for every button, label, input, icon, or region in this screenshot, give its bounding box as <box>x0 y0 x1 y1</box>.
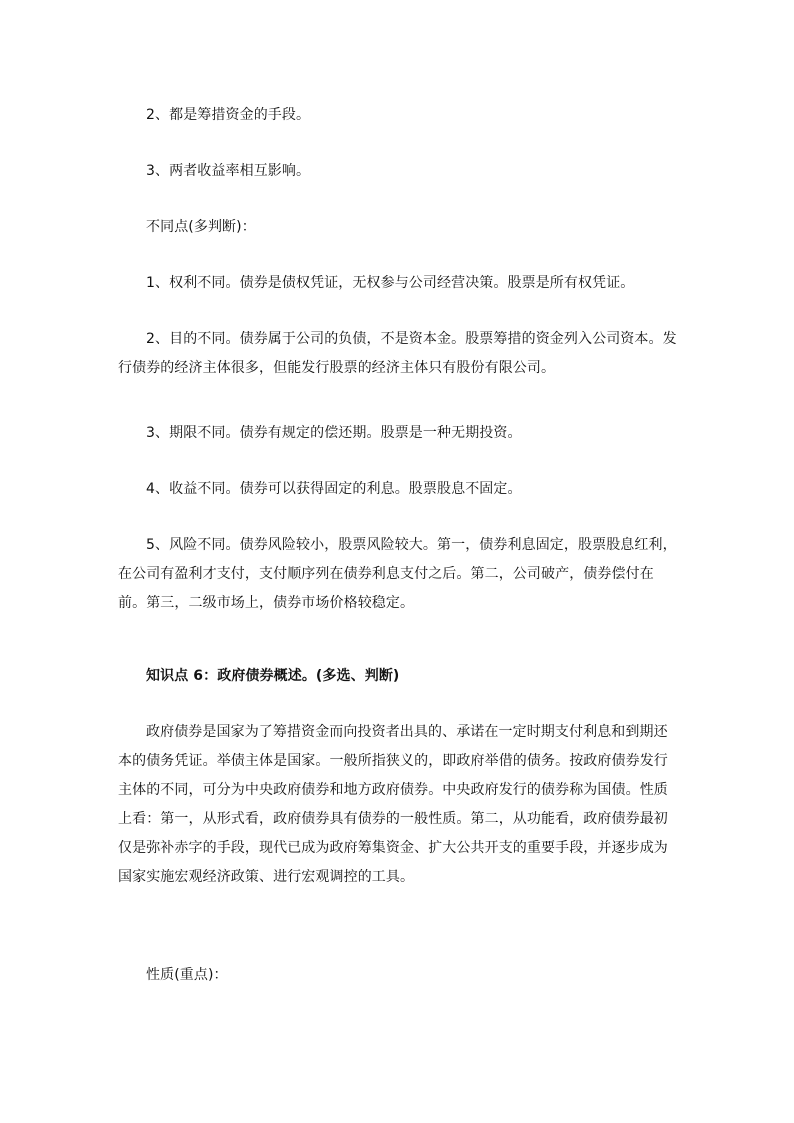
paragraph-difference-1: 1、权利不同。债券是债权凭证，无权参与公司经营决策。股票是所有权凭证。 <box>146 275 635 291</box>
government-bond-overview-paragraph: 政府债券是国家为了筹措资金而向投资者出具的、承诺在一定时期支付利息和到期还本的债务凭证。举债主体是国家。一般所指狭义的，即政府举借的债务。按政府债券发行主体的不同，可分为中央政府债券和地方政府债券。中央政府发行的债券称为国债。性质上看：第一，从形式看，政府债券具有债券的一般性质。第二，从功能看，政府债券最初仅是弥补赤字的手段，现代已成为政府筹集资金、扩大公共开支的重要手段，并逐步成为国家实施宏观经济政策、进行宏观调控的工具。 <box>118 724 668 885</box>
paragraph-difference-5: 5、风险不同。债券风险较小，股票风险较大。第一，债券利息固定，股票股息红利，在公司有盈利才支付，支付顺序列在债券利息支付之后。第二，公司破产，债券偿付在前。第三，二级市场上，债券市场价格较稳定。 <box>118 537 677 611</box>
paragraph-difference-3: 3、期限不同。债券有规定的偿还期。股票是一种无期投资。 <box>146 425 522 441</box>
paragraph-similarity-3: 3、两者收益率相互影响。 <box>146 163 311 179</box>
knowledge-point-6-heading: 知识点 6：政府债券概述。(多选、判断) <box>146 668 400 684</box>
differences-heading: 不同点(多判断)： <box>146 219 256 235</box>
paragraph-difference-4: 4、收益不同。债券可以获得固定的利息。股票股息不固定。 <box>146 481 522 497</box>
nature-heading: 性质(重点)： <box>146 967 228 983</box>
paragraph-similarity-2: 2、都是筹措资金的手段。 <box>146 107 311 123</box>
paragraph-difference-2: 2、目的不同。债券属于公司的负债，不是资本金。股票筹措的资金列入公司资本。发行债券的经济主体很多，但能发行股票的经济主体只有股份有限公司。 <box>118 331 677 376</box>
